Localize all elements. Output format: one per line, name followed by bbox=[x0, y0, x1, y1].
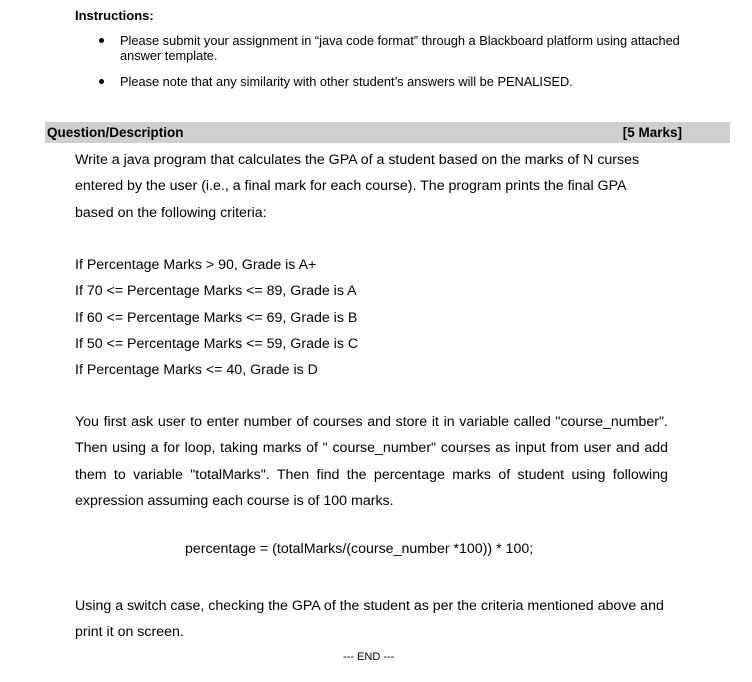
criteria-item: If 70 <= Percentage Marks <= 89, Grade is A bbox=[75, 283, 357, 300]
criteria-item: If 60 <= Percentage Marks <= 69, Grade is B bbox=[75, 309, 358, 326]
question-marks: [5 Marks] bbox=[622, 125, 682, 140]
question-steps: You first ask user to enter number of courses and store it in variable called "course_number". Then using a for loop, taking marks of " course_number" courses as input from user and add them to variable "totalMarks". Then find the percentage marks of student using following expression assuming each course is of 100 marks. bbox=[75, 414, 668, 509]
question-closing: Using a switch case, checking the GPA of the student as per the criteria mentioned above and print it on screen. bbox=[75, 598, 664, 641]
bullet-icon bbox=[99, 79, 104, 84]
criteria-item: If Percentage Marks <= 40, Grade is D bbox=[75, 362, 318, 379]
instructions-heading: Instructions: bbox=[75, 8, 154, 23]
grade-criteria-list bbox=[75, 252, 358, 383]
instruction-item bbox=[75, 74, 695, 89]
question-intro: Write a java program that calculates the GPA of a student based on the marks of N curses entered by the user (i.e., a final mark for each course). The program prints the final GPA based on the following criteria: bbox=[75, 152, 640, 221]
question-header-label: Question/Description bbox=[47, 125, 184, 140]
question-header-bar bbox=[45, 122, 730, 143]
criteria-item: If Percentage Marks > 90, Grade is A+ bbox=[75, 257, 317, 273]
criteria-item: If 50 <= Percentage Marks <= 59, Grade is C bbox=[75, 335, 359, 352]
percentage-formula: percentage = (totalMarks/(course_number *100)) * 100; bbox=[185, 541, 534, 557]
instruction-item bbox=[75, 33, 695, 63]
instruction-text: Please note that any similarity with other student’s answers will be PENALISED. bbox=[120, 74, 573, 89]
end-marker: --- END --- bbox=[343, 651, 395, 663]
instructions-list bbox=[75, 33, 695, 100]
bullet-icon bbox=[99, 38, 104, 43]
instruction-text: Please submit your assignment in “java code format” through a Blackboard platform using attached answer template. bbox=[120, 33, 680, 63]
